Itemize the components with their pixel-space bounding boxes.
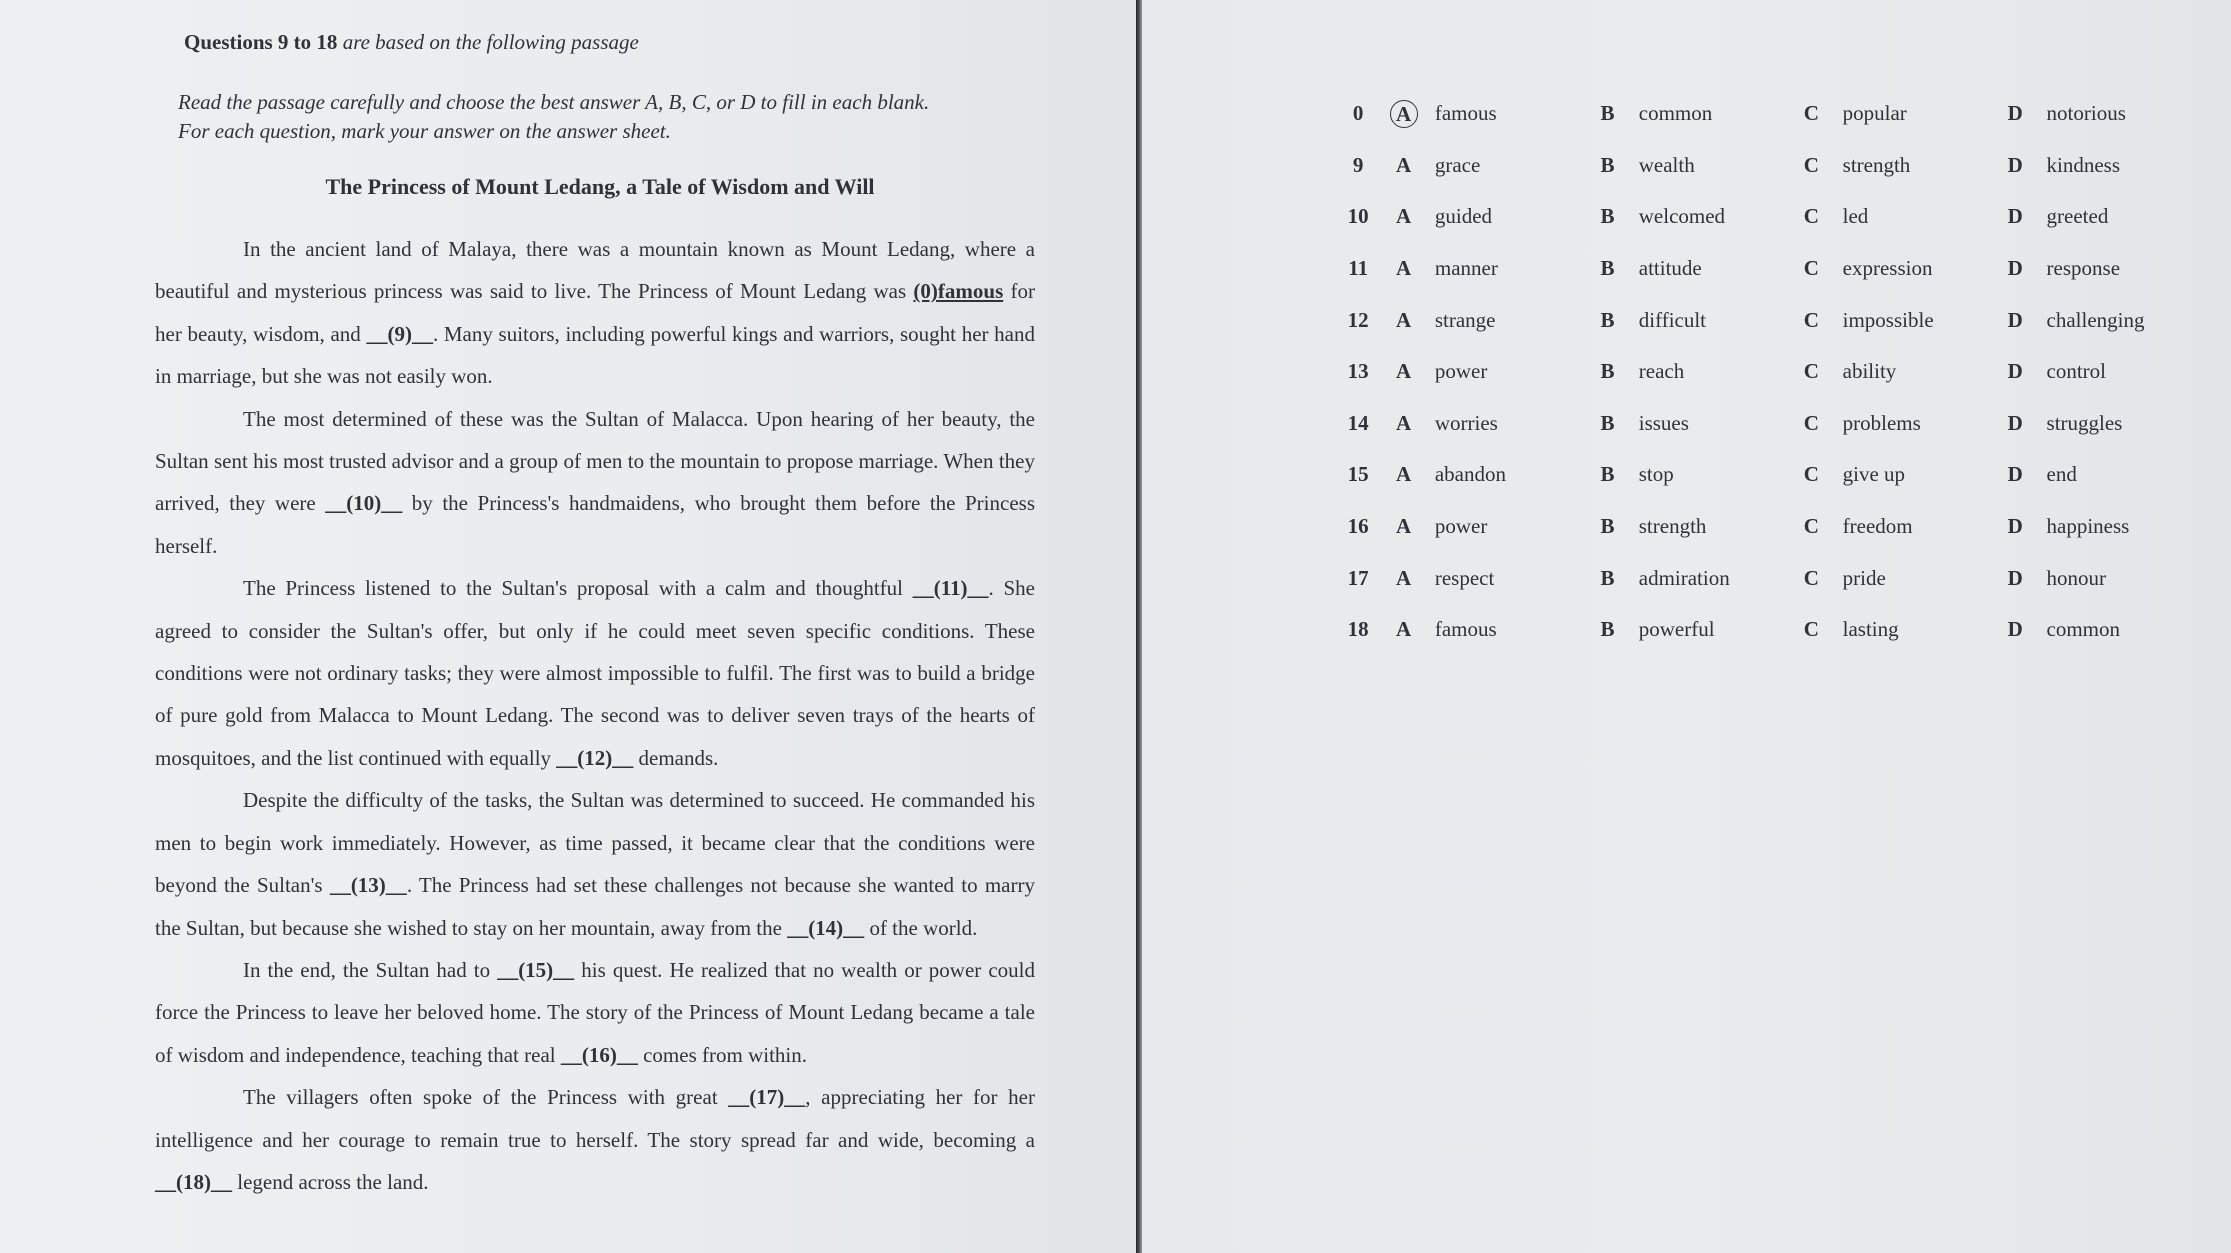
text: . The Princess had set these challenges not because she wanted to marry the Sultan, but because she wished to stay on her mountain, away from the [155,873,1035,940]
blank-15: __(15)__ [497,957,575,982]
question-number: 11 [1348,256,1369,281]
option-letter-b: B [1600,256,1615,281]
option-c: problems [1842,410,1921,435]
paragraph-1 [155,228,1035,398]
option-a: strange [1434,307,1496,332]
option-d: control [2046,359,2107,384]
text: . She agreed to consider the Sultan's offer, but only if he could meet seven specific conditions. These conditions were not ordinary tasks; they were almost impossible to fulfil. The first was to build a bridge of pure gold from Malacca to Mount Ledang. The second was to deliver seven trays of the hearts of mosquitoes, and the list continued with equally [155,576,1035,770]
option-c: impossible [1842,307,1934,332]
option-d: greeted [2046,204,2109,229]
option-letter-b: B [1600,514,1615,539]
paragraph-4 [155,779,1035,949]
option-a: famous [1434,101,1497,126]
option-d: honour [2046,565,2107,590]
text: In the ancient land of Malaya, there was a mountain known as Mount Ledang, where a beautiful and mysterious princess was said to live. The Princess of Mount Ledang was [155,237,1035,304]
option-letter-d: D [2007,101,2023,126]
question-number: 18 [1347,617,1369,642]
question-number: 9 [1352,152,1364,177]
option-b: strength [1638,514,1707,539]
option-a: power [1434,514,1488,539]
option-letter-d: D [2007,307,2023,332]
option-b: stop [1638,462,1674,487]
question-row-18 [1336,604,2196,656]
question-number: 17 [1347,565,1369,590]
option-a: power [1434,359,1488,384]
question-number: 15 [1347,462,1369,487]
option-letter-d: D [2007,617,2023,642]
header-text: are based on the following passage [342,30,639,54]
question-number: 13 [1347,359,1369,384]
example-number: (0) [913,279,938,304]
blank-13: __(13)__ [329,873,407,898]
blank-11: __(11)__ [912,576,989,601]
option-a: respect [1434,565,1495,590]
question-number: 12 [1347,307,1369,332]
option-letter-b: B [1600,410,1615,435]
option-a: famous [1434,617,1497,642]
option-letter-b: B [1600,152,1615,177]
question-row-11 [1336,243,2196,295]
text: demands. [633,745,719,770]
option-b: admiration [1638,565,1730,590]
option-c: pride [1842,565,1886,590]
option-letter-d: D [2007,565,2023,590]
question-row-9 [1336,140,2196,192]
question-number: 0 [1352,101,1364,126]
option-letter-c: C [1803,307,1819,332]
option-b: common [1638,101,1713,126]
passage [155,228,1035,1203]
paragraph-5 [155,949,1035,1076]
blank-12: __(12)__ [556,745,634,770]
option-a: abandon [1434,462,1507,487]
text: The Princess listened to the Sultan's proposal with a calm and thoughtful [243,576,913,601]
option-letter-b: B [1600,565,1615,590]
option-d: response [2046,256,2121,281]
option-letter-b: B [1600,101,1615,126]
option-letter-b: B [1600,617,1615,642]
option-letter-c: C [1803,359,1819,384]
option-letter-c: C [1803,462,1819,487]
option-a: manner [1434,256,1498,281]
option-d: kindness [2046,152,2121,177]
question-number: 16 [1347,514,1369,539]
option-letter-c: C [1803,101,1819,126]
question-row-15 [1336,449,2196,501]
option-letter-d: D [2007,410,2023,435]
text: his quest. He realized that no wealth or power could force the Princess to leave her beloved home. The story of the Princess of Mount Ledang became a tale of wisdom and independence, teaching that real [155,957,1035,1067]
text: of the world. [864,915,978,940]
blank-16: __(16)__ [560,1042,638,1067]
option-letter-a: A [1396,204,1412,229]
circled-answer: A [1390,100,1418,128]
instruction-line-2: For each question, mark your answer on the answer sheet. [178,119,671,143]
question-row-14 [1336,398,2196,450]
option-letter-d: D [2007,359,2023,384]
answer-options-table [1336,88,2196,656]
option-letter-c: C [1803,514,1819,539]
section-header [184,30,639,55]
option-letter-a: A [1396,152,1412,177]
question-row-17 [1336,552,2196,604]
text: The most determined of these was the Sultan of Malacca. Upon hearing of her beauty, the Sultan sent his most trusted advisor and a group of men to the mountain to propose marriage. When they arrived, they were [155,406,1035,516]
option-c: led [1842,204,1869,229]
paragraph-3 [155,567,1035,779]
option-b: difficult [1638,307,1707,332]
text: comes from within. [637,1042,807,1067]
blank-9: __(9)__ [366,321,433,346]
option-letter-b: B [1600,204,1615,229]
option-a: worries [1434,410,1498,435]
question-range: Questions 9 to 18 [184,30,338,54]
option-d: notorious [2046,101,2126,126]
option-letter-c: C [1803,617,1819,642]
option-c: strength [1842,152,1911,177]
option-b: welcomed [1638,204,1726,229]
option-letter-a: A [1396,462,1412,487]
option-b: powerful [1638,617,1715,642]
option-d: challenging [2046,307,2145,332]
option-c: freedom [1842,514,1913,539]
text: , appreciating her for her intelligence and her courage to remain true to herself. The story spread far and wide, becoming a [155,1085,1035,1152]
option-a: guided [1434,204,1493,229]
option-letter-b: B [1600,359,1615,384]
text: In the end, the Sultan had to [243,957,498,982]
option-letter-d: D [2007,204,2023,229]
option-letter-d: D [2007,514,2023,539]
question-number: 14 [1347,410,1369,435]
option-c: popular [1842,101,1907,126]
question-row-0 [1336,88,2196,140]
text: The villagers often spoke of the Princess with great [243,1085,729,1110]
option-letter-d: D [2007,256,2023,281]
option-c: expression [1842,256,1933,281]
question-row-12 [1336,294,2196,346]
option-letter-d: D [2007,152,2023,177]
option-letter-a: A [1396,359,1412,384]
options-body [1336,88,2196,656]
option-letter-a: A [1396,565,1412,590]
option-letter-a: A [1396,256,1412,281]
blank-10: __(10)__ [325,491,403,516]
blank-14: __(14)__ [787,915,865,940]
passage-title: The Princess of Mount Ledang, a Tale of Wisdom and Will [325,174,875,199]
option-c: lasting [1842,617,1899,642]
option-letter-b: B [1600,307,1615,332]
instruction-line-1: Read the passage carefully and choose the best answer A, B, C, or D to fill in each blank. [178,90,930,114]
option-a: grace [1434,152,1481,177]
option-c: ability [1842,359,1897,384]
option-d: end [2046,462,2077,487]
option-letter-a: A [1396,307,1412,332]
option-letter-c: C [1803,565,1819,590]
option-b: reach [1638,359,1685,384]
option-c: give up [1842,462,1906,487]
text: . Many suitors, including powerful kings and warriors, sought her hand in marriage, but she was not easily won. [155,321,1035,389]
question-row-13 [1336,346,2196,398]
instructions [178,88,1048,146]
blank-17: __(17)__ [728,1085,806,1110]
option-b: wealth [1638,152,1695,177]
option-letter-d: D [2007,462,2023,487]
option-letter-c: C [1803,152,1819,177]
option-d: common [2046,617,2121,642]
text: legend across the land. [232,1169,429,1194]
paragraph-6 [155,1076,1035,1203]
text: Despite the difficulty of the tasks, the Sultan was determined to succeed. He commanded his men to begin work immediately. However, as time passed, it became clear that the conditions were beyond the Sultan's [155,788,1035,898]
question-row-10 [1336,191,2196,243]
option-letter-c: C [1803,410,1819,435]
option-d: struggles [2046,410,2123,435]
option-letter-a: A [1396,514,1412,539]
option-d: happiness [2046,514,2130,539]
option-letter-c: C [1803,204,1819,229]
option-letter-a [1380,88,1427,140]
option-b: attitude [1638,256,1702,281]
option-letter-a: A [1396,617,1412,642]
text: by the Princess's handmaidens, who brought them before the Princess herself. [155,491,1035,558]
text: for her beauty, wisdom, and [155,279,1035,346]
option-b: issues [1638,410,1689,435]
blank-18: __(18)__ [155,1169,232,1194]
option-letter-a: A [1396,410,1412,435]
question-row-16 [1336,501,2196,553]
question-number: 10 [1347,204,1369,229]
example-answer: famous [937,279,1004,304]
option-letter-b: B [1600,462,1615,487]
paragraph-2 [155,398,1035,568]
option-letter-c: C [1803,256,1819,281]
